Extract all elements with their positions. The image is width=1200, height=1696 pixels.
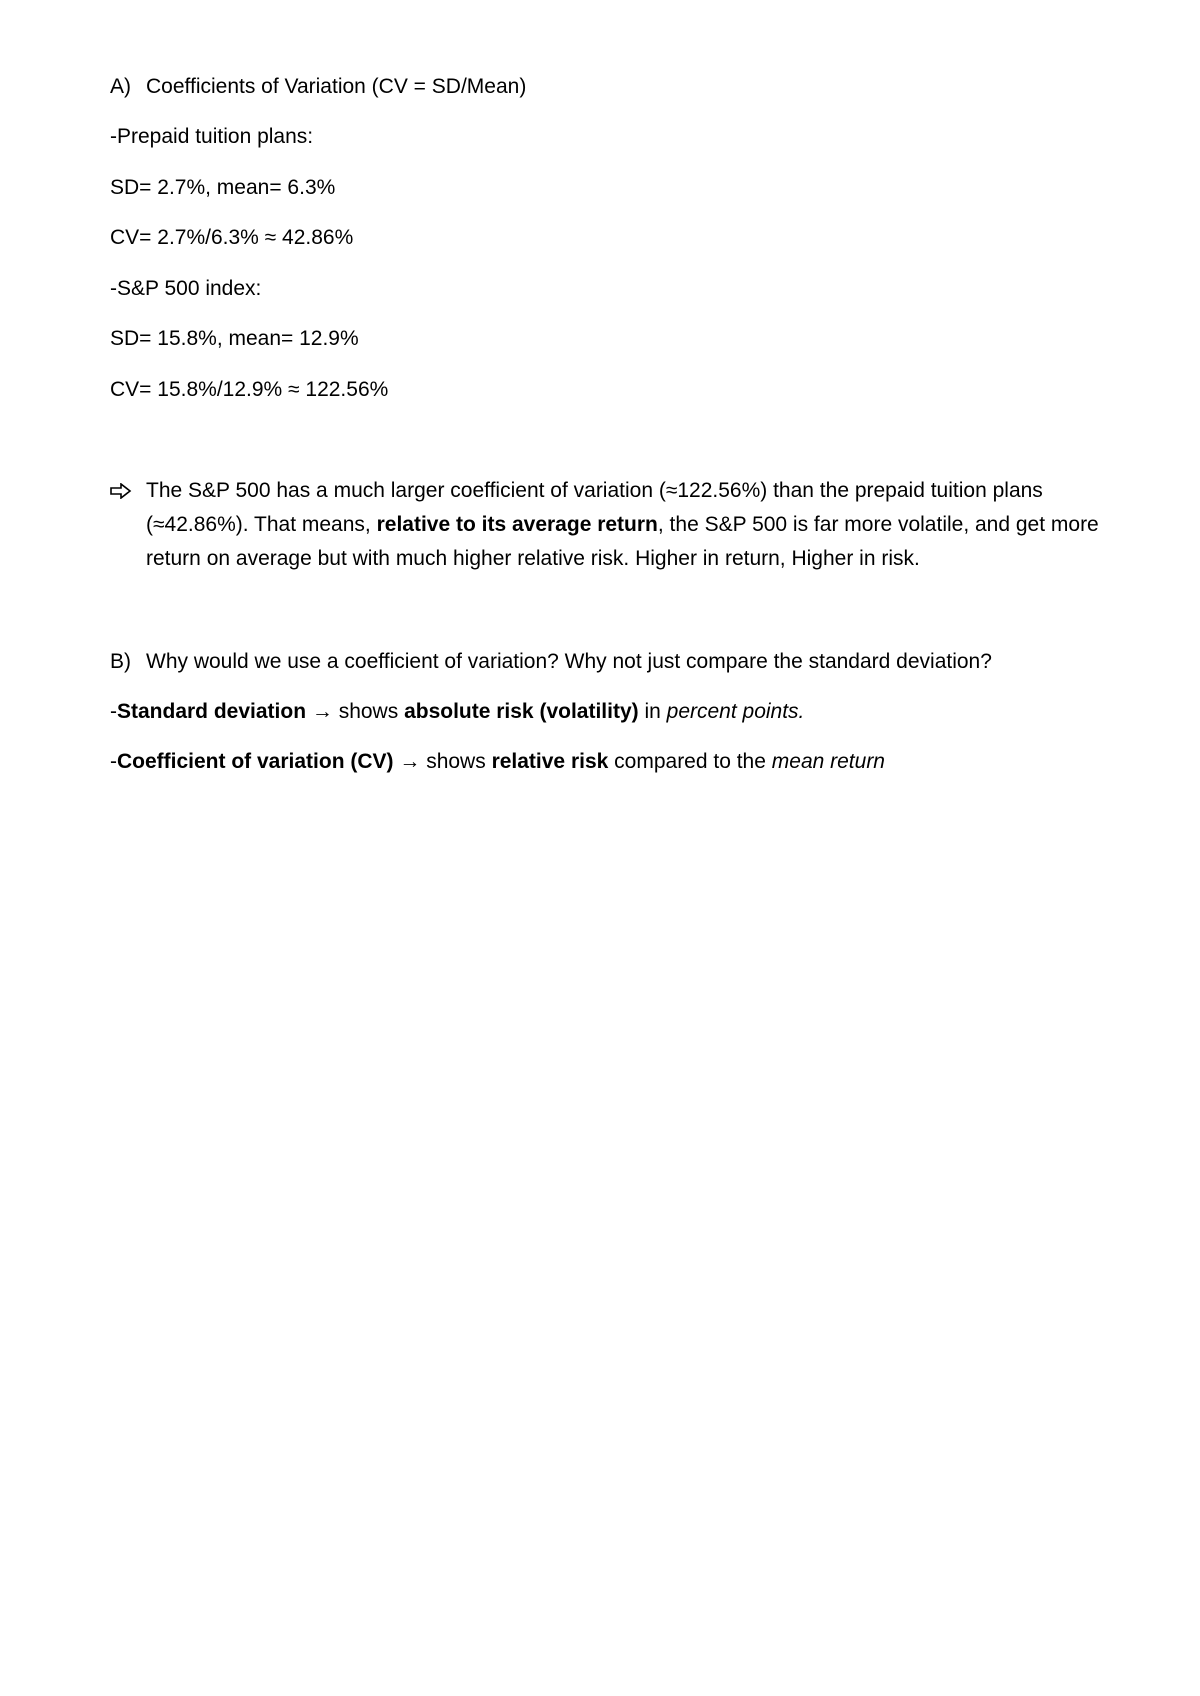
section-b-title: Why would we use a coefficient of variation? Why not just compare the standard deviation?	[146, 650, 992, 673]
cv-term: Coefficient of variation (CV)	[117, 750, 394, 773]
sd-definition	[110, 695, 804, 729]
sp-label: -S&P 500 index:	[110, 277, 262, 300]
sd-prefix: -	[110, 700, 117, 723]
sd-bold: absolute risk (volatility)	[404, 700, 639, 723]
conclusion-paragraph	[110, 474, 1120, 576]
sp-cv: CV= 15.8%/12.9% ≈ 122.56%	[110, 378, 389, 401]
conclusion-part2: , the S&P 500 is far more volatile, and get more return on average but with much higher relative risk. Higher in return, Higher in risk.	[146, 513, 1099, 570]
section-a-title: Coefficients of Variation (CV = SD/Mean)	[146, 75, 527, 98]
section-a-marker: A)	[110, 75, 131, 98]
conclusion-bold: relative to its average return	[376, 513, 658, 536]
cv-prefix: -	[110, 750, 117, 773]
section-b-heading	[110, 645, 992, 679]
cv-compared: compared to the	[608, 750, 772, 773]
cv-italic: mean return	[771, 750, 885, 773]
cv-definition	[110, 745, 885, 779]
cv-arrow: → shows	[393, 750, 492, 773]
section-b-marker: B)	[110, 650, 131, 673]
sd-term: Standard deviation	[117, 700, 307, 723]
prepaid-values: SD= 2.7%, mean= 6.3%	[110, 176, 336, 199]
conclusion-text	[146, 474, 1120, 576]
sp-values: SD= 15.8%, mean= 12.9%	[110, 327, 359, 350]
right-arrow-icon	[110, 474, 146, 508]
prepaid-label: -Prepaid tuition plans:	[110, 125, 314, 148]
section-a-heading	[110, 70, 526, 104]
sd-italic: percent points.	[666, 700, 805, 723]
sd-arrow: → shows	[306, 700, 405, 723]
sd-in: in	[638, 700, 667, 723]
cv-bold: relative risk	[491, 750, 609, 773]
prepaid-cv: CV= 2.7%/6.3% ≈ 42.86%	[110, 226, 354, 249]
conclusion-part1: The S&P 500 has a much larger coefficient of variation (≈122.56%) than the prepaid tuition plans (≈42.86%). That means,	[146, 479, 1043, 536]
